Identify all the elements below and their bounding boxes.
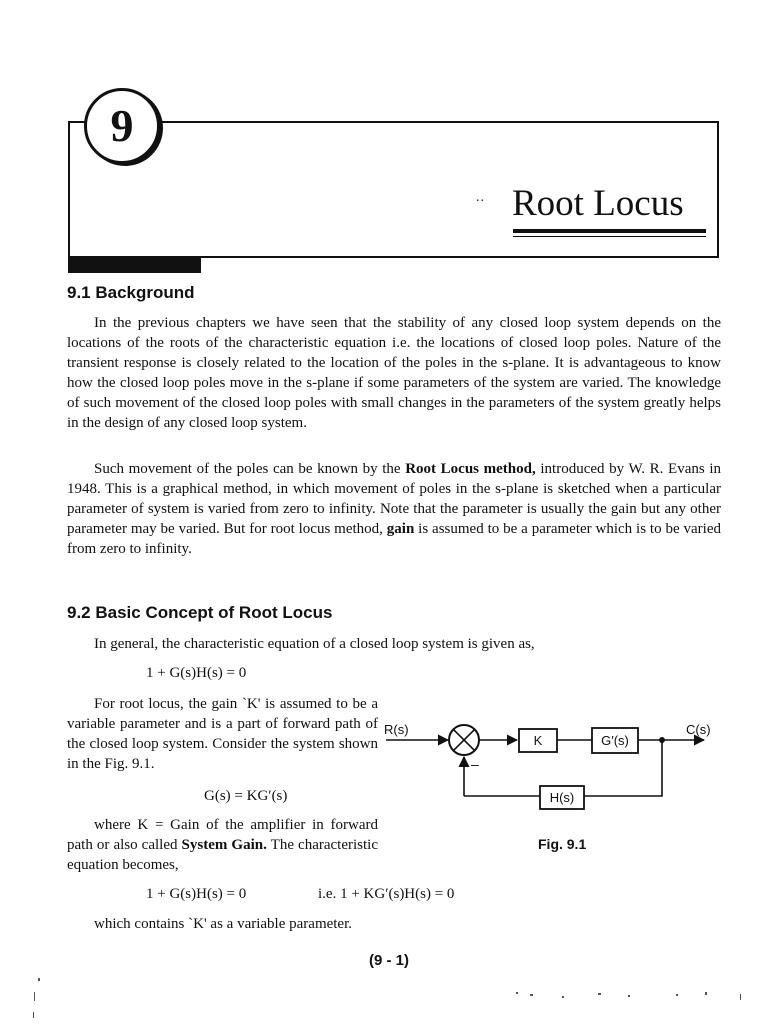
bold-term-root-locus-method: Root Locus method, [405,461,536,477]
title-underline-thin [513,236,706,237]
summing-junction [449,725,479,755]
gain-block-label: K [533,733,543,748]
output-label: C(s) [686,722,711,737]
feedback-sign: – [471,756,479,772]
chapter-number-badge [84,88,160,164]
title-underline-thick [513,229,706,233]
paragraph-text: introduced by W. R. Evans in 1948. This is a graphical method, in which movement of poles in the s-plane is sketched when a particular parameter of system is varied from zero to infinity. Note that the parameter is usually the gain but any other parameter may be varied. But for root locus method, [67,461,721,537]
bold-term-gain: gain [386,521,415,537]
scan-speck [676,994,678,996]
equation-with-k: i.e. 1 + KG′(s)H(s) = 0 [318,886,455,902]
scan-speck [33,1012,34,1018]
chapter-title-dots: .. [476,190,485,205]
scan-speck [740,994,741,1000]
equation-characteristic-repeat: 1 + G(s)H(s) = 0 [146,886,247,902]
equation-g-of-s: G(s) = KG′(s) [204,788,288,804]
paragraph-intro: In general, the characteristic equation of a closed loop system is given as, [94,636,535,652]
chapter-number: 9 [110,100,134,151]
equation-characteristic: 1 + G(s)H(s) = 0 [146,665,247,681]
paragraph-text: Such movement of the poles can be known by the [94,461,406,477]
scan-speck [598,993,601,995]
scan-speck [530,994,533,996]
paragraph-text: The characteristic equation becomes, [67,837,378,873]
header-black-tab [68,258,201,273]
feedback-block-label: H(s) [549,790,575,805]
bold-term-system-gain: System Gain. [181,837,267,853]
paragraph-text: is assumed to be a parameter which is to be varied from zero to infinity. [67,521,721,557]
paragraph-closing: which contains `K' as a variable parameter. [94,916,353,932]
paragraph-text: In the previous chapters we have seen that the stability of any closed loop system depends on the locations of the roots of the characteristic equation i.e. the locations of closed loop poles. Nature of the transient response is closely related to the location of the poles in the s-plane. It is advantageous to know how the closed loop poles move in the s-plane if some parameters of the system are varied. The knowledge of such movement of the closed loop poles with small changes in the parameters of the system greatly helps in the design of any closed loop system. [67,315,721,431]
section-heading-basic-concept: 9.2 Basic Concept of Root Locus [67,603,333,622]
scan-speck [562,996,564,998]
scan-speck [705,992,707,995]
paragraph-system-gain [67,815,378,875]
input-label: R(s) [384,722,409,737]
scan-speck [38,978,40,981]
block-diagram-fig-9-1 [380,710,720,822]
page-number: (9 - 1) [369,952,410,969]
scan-speck [34,992,35,1001]
plant-block-label: G′(s) [601,733,629,748]
chapter-title: Root Locus [512,183,684,224]
paragraph-text: where K = Gain of the amplifier in forward path or also called [67,817,378,853]
paragraph-background-2 [67,459,721,559]
section-heading-background: 9.1 Background [67,283,195,302]
paragraph-background-1 [67,313,721,433]
figure-caption: Fig. 9.1 [538,836,587,852]
scan-speck [516,992,518,994]
paragraph-gain-assumption: For root locus, the gain `K' is assumed to be a variable parameter and is a part of forward path of the closed loop system. Consider the system shown in the Fig. 9.1. [67,696,378,772]
scan-speck [628,995,630,997]
